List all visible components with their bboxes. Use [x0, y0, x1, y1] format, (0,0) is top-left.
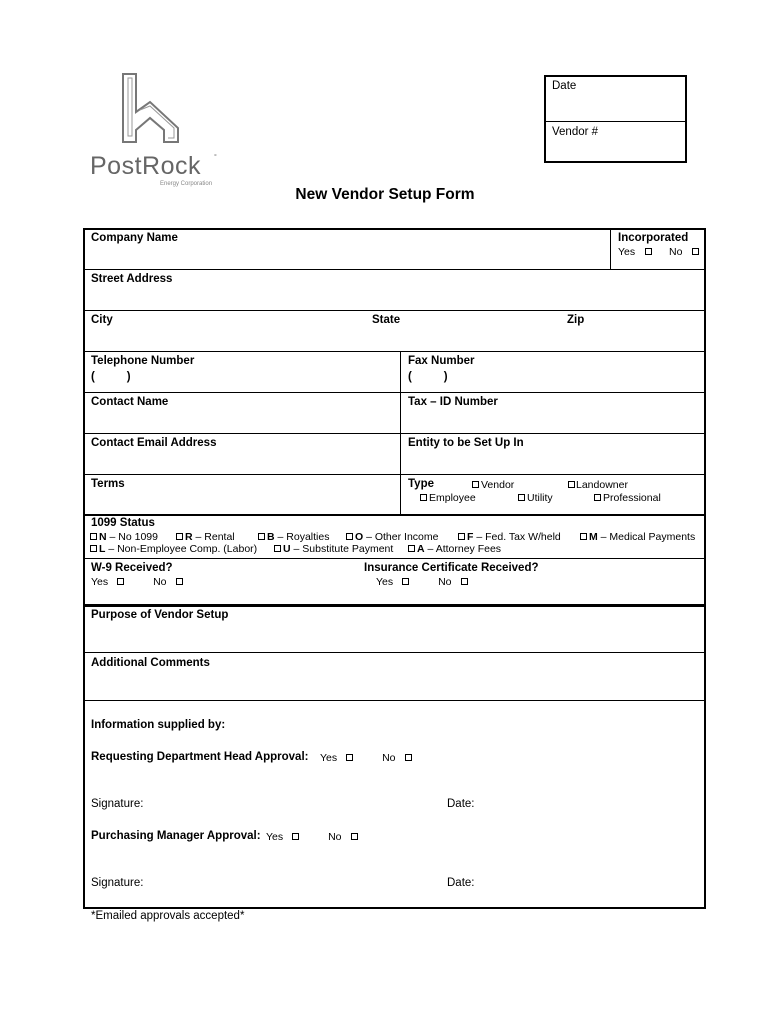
status-f-option[interactable]: F – Fed. Tax W/held [456, 531, 561, 543]
insurance-no-checkbox[interactable] [461, 578, 468, 585]
divider [83, 558, 706, 559]
signature-1-label: Signature: [91, 798, 144, 810]
type-professional-option[interactable]: Professional [592, 492, 661, 504]
insurance-label: Insurance Certificate Received? [364, 562, 539, 574]
purchasing-approval-yes-checkbox[interactable] [292, 833, 299, 840]
status-n-option[interactable]: N – No 1099 [88, 531, 158, 543]
divider [83, 474, 706, 475]
page-title: New Vendor Setup Form [295, 186, 475, 203]
date-label: Date [552, 80, 577, 92]
incorporated-no-checkbox[interactable] [692, 248, 699, 255]
type-professional-checkbox[interactable] [594, 494, 601, 501]
purpose-label: Purpose of Vendor Setup [91, 609, 229, 621]
company-name-label: Company Name [91, 232, 178, 244]
w9-label: W-9 Received? [91, 562, 173, 574]
vendor-number-label: Vendor # [552, 126, 599, 138]
status-m-option[interactable]: M – Medical Payments [578, 531, 695, 543]
type-landowner-option[interactable]: Landowner [568, 479, 628, 491]
divider [83, 392, 706, 393]
dept-approval-yes-checkbox[interactable] [346, 754, 353, 761]
logo-mark-icon [120, 72, 182, 144]
status-r-option[interactable]: R – Rental [174, 531, 235, 543]
divider [83, 269, 706, 270]
purchasing-approval-no-checkbox[interactable] [351, 833, 358, 840]
status-a-option[interactable]: A – Attorney Fees [406, 543, 501, 555]
dept-approval-no-checkbox[interactable] [405, 754, 412, 761]
status-n-checkbox[interactable] [90, 533, 97, 540]
divider [83, 433, 706, 434]
status-f-checkbox[interactable] [458, 533, 465, 540]
footnote: *Emailed approvals accepted* [91, 910, 245, 922]
incorporated-yes-checkbox[interactable] [645, 248, 652, 255]
state-label: State [372, 314, 401, 326]
telephone-label: Telephone Number [91, 355, 195, 367]
status-l-option[interactable]: L – Non-Employee Comp. (Labor) [88, 543, 257, 555]
logo-tagline: Energy Corporation [160, 181, 213, 187]
divider [83, 351, 706, 352]
dept-approval-label: Requesting Department Head Approval: [91, 751, 309, 763]
logo-trademark: ° [214, 154, 217, 161]
form-main-box [83, 228, 706, 516]
tax-id-label: Tax – ID Number [408, 396, 498, 408]
logo-brand: PostRock [90, 152, 201, 180]
type-utility-option[interactable]: Utility [516, 492, 553, 504]
status-o-option[interactable]: O – Other Income [344, 531, 438, 543]
status-r-checkbox[interactable] [176, 533, 183, 540]
type-utility-checkbox[interactable] [518, 494, 525, 501]
incorporated-yes-label: Yes [618, 246, 636, 258]
status-1099-box [83, 514, 706, 606]
date-1-label: Date: [447, 798, 475, 810]
date-2-label: Date: [447, 877, 475, 889]
status-b-option[interactable]: B – Royalties [256, 531, 329, 543]
incorporated-label: Incorporated [618, 232, 689, 244]
info-supplied-label: Information supplied by: [91, 719, 226, 731]
insurance-yes-checkbox[interactable] [402, 578, 409, 585]
street-address-label: Street Address [91, 273, 173, 285]
zip-label: Zip [567, 314, 585, 326]
status-o-checkbox[interactable] [346, 533, 353, 540]
terms-label: Terms [91, 478, 125, 490]
incorporated-no-label: No [668, 246, 683, 258]
type-vendor-checkbox[interactable] [472, 481, 479, 488]
fax-label: Fax Number [408, 355, 475, 367]
signature-2-label: Signature: [91, 877, 144, 889]
contact-email-label: Contact Email Address [91, 437, 217, 449]
logo [88, 70, 228, 190]
purchasing-approval-label: Purchasing Manager Approval: [91, 830, 261, 842]
status-b-checkbox[interactable] [258, 533, 265, 540]
divider [610, 228, 611, 269]
divider [400, 351, 401, 515]
divider [83, 652, 706, 653]
insurance-options: Yes No [376, 576, 470, 588]
contact-name-label: Contact Name [91, 396, 169, 408]
purchasing-approval-options: Yes No [266, 831, 360, 843]
type-label: Type [408, 478, 434, 490]
telephone-parens: ( ) [91, 371, 131, 383]
status-1099-label: 1099 Status [91, 517, 155, 529]
divider [83, 310, 706, 311]
comments-label: Additional Comments [91, 657, 210, 669]
dept-approval-options: Yes No [320, 752, 414, 764]
entity-label: Entity to be Set Up In [408, 437, 524, 449]
status-u-checkbox[interactable] [274, 545, 281, 552]
city-label: City [91, 314, 113, 326]
w9-no-checkbox[interactable] [176, 578, 183, 585]
w9-options: Yes No [91, 576, 185, 588]
fax-parens: ( ) [408, 371, 448, 383]
divider [83, 700, 706, 701]
type-employee-option[interactable]: Employee [418, 492, 476, 504]
type-landowner-checkbox[interactable] [568, 481, 575, 488]
w9-yes-checkbox[interactable] [117, 578, 124, 585]
divider [544, 121, 687, 122]
status-a-checkbox[interactable] [408, 545, 415, 552]
status-m-checkbox[interactable] [580, 533, 587, 540]
type-employee-checkbox[interactable] [420, 494, 427, 501]
incorporated-options [618, 246, 701, 258]
type-vendor-option[interactable]: Vendor [470, 479, 514, 491]
status-u-option[interactable]: U – Substitute Payment [272, 543, 393, 555]
status-l-checkbox[interactable] [90, 545, 97, 552]
